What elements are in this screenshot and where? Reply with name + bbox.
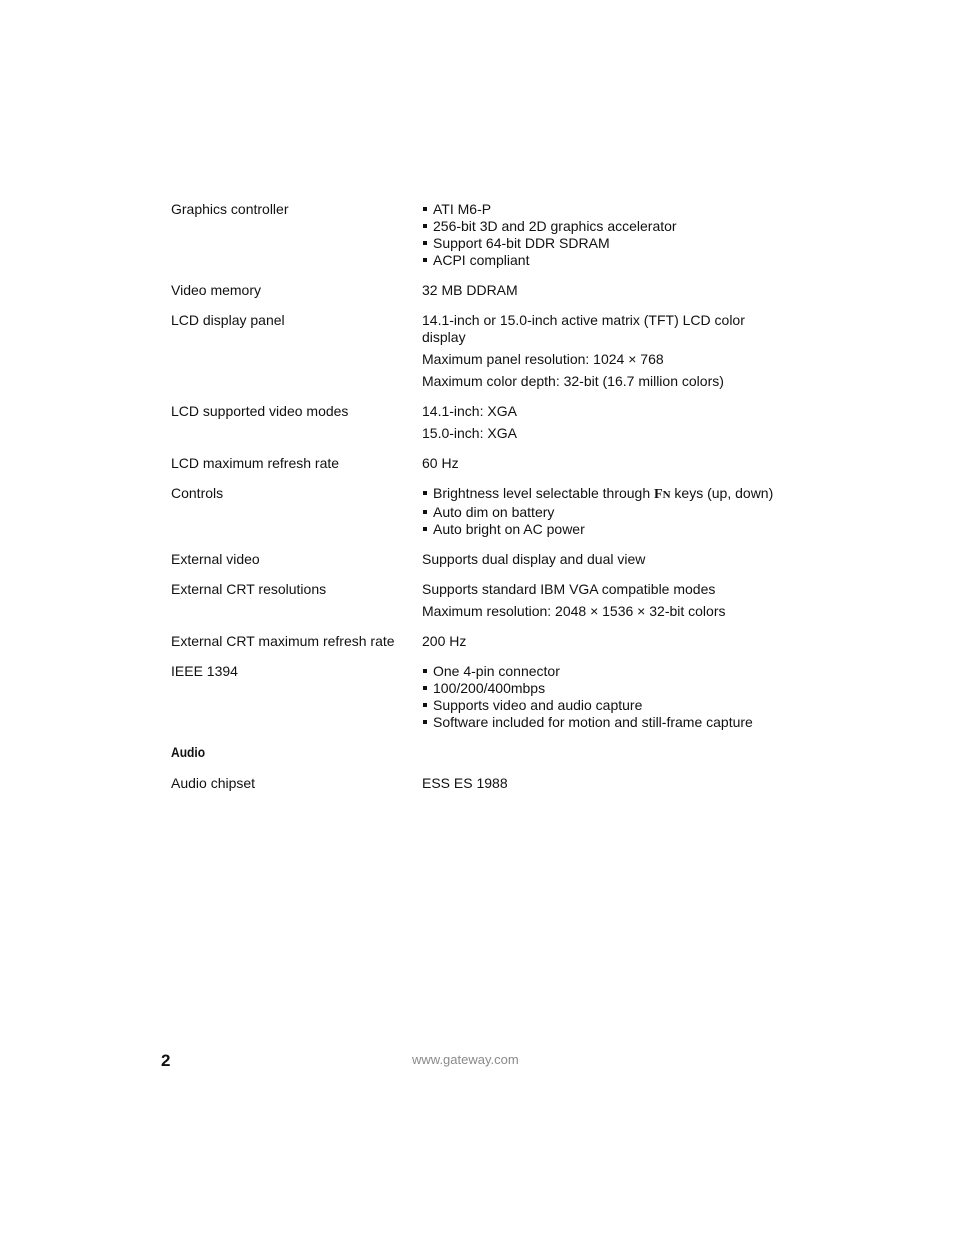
spec-row-audio-chipset [171,775,791,792]
bullet-item: One 4-pin connector [422,663,791,680]
bullet-list [422,663,791,731]
spec-line: Maximum color depth: 32-bit (16.7 million colors) [422,373,724,389]
bullet-item: Support 64-bit DDR SDRAM [422,235,791,252]
bullet-item: 100/200/400mbps [422,680,791,697]
spec-line: 14.1-inch or 15.0-inch active matrix (TFT) LCD color display [422,312,745,345]
spec-term: External video [171,551,260,567]
spec-term: LCD supported video modes [171,403,349,419]
spec-row-lcd-refresh-rate [171,455,791,472]
spec-value [422,633,791,650]
spec-row-ieee-1394 [171,663,791,731]
spec-term: Graphics controller [171,201,289,217]
spec-term: IEEE 1394 [171,663,238,679]
spec-row-external-video [171,551,791,568]
spec-value [422,581,791,620]
spec-line: ESS ES 1988 [422,775,508,791]
bullet-item: Auto bright on AC power [422,521,791,538]
spec-row-crt-resolutions [171,581,791,620]
spec-row-crt-refresh-rate [171,633,791,650]
spec-line: Supports standard IBM VGA compatible modes [422,581,716,597]
spec-value [422,775,791,792]
spec-value [422,455,791,472]
page-number: 2 [161,1051,171,1070]
fn-key-rest: N [662,489,671,501]
spec-term: Video memory [171,282,262,298]
spec-value [422,312,791,390]
bullet-item: 256-bit 3D and 2D graphics accelerator [422,218,791,235]
spec-value [422,485,791,538]
spec-row-video-memory [171,282,791,299]
bullet-list [422,485,791,538]
spec-line: 15.0-inch: XGA [422,425,517,441]
spec-line: 32 MB DDRAM [422,282,518,298]
spec-term: Audio chipset [171,775,256,791]
spec-value [422,551,791,568]
bullet-item: Software included for motion and still-frame capture [422,714,791,731]
spec-table [171,201,791,792]
spec-row-controls [171,485,791,538]
bullet-item-brightness [422,485,791,504]
bullet-item: Auto dim on battery [422,504,791,521]
bullet-item: ATI M6-P [422,201,791,218]
spec-value [422,282,791,299]
footer-url: www.gateway.com [412,1052,519,1067]
spec-value [422,663,791,731]
brightness-text-suffix: keys (up, down) [670,485,774,501]
spec-row-lcd-video-modes [171,403,791,442]
spec-term: LCD display panel [171,312,285,328]
spec-line: Maximum resolution: 2048 × 1536 × 32-bit colors [422,603,726,619]
fn-key-label [654,487,671,502]
bullet-item: ACPI compliant [422,252,791,269]
spec-line: 14.1-inch: XGA [422,403,517,419]
bullet-list [422,201,791,269]
spec-line: Maximum panel resolution: 1024 × 768 [422,351,664,367]
spec-row-lcd-display-panel [171,312,791,390]
spec-value [422,201,791,269]
spec-line: 60 Hz [422,455,459,471]
brightness-text-prefix: Brightness level selectable through [433,485,655,501]
section-heading-audio: Audio [171,744,206,760]
spec-term: Controls [171,485,224,501]
spec-term: External CRT maximum refresh rate [171,633,395,649]
spec-value [422,403,791,442]
spec-line: Supports dual display and dual view [422,551,646,567]
bullet-item: Supports video and audio capture [422,697,791,714]
spec-line: 200 Hz [422,633,467,649]
fn-key-initial: F [654,487,663,502]
spec-term: LCD maximum refresh rate [171,455,340,471]
spec-row-graphics-controller [171,201,791,269]
spec-term: External CRT resolutions [171,581,327,597]
